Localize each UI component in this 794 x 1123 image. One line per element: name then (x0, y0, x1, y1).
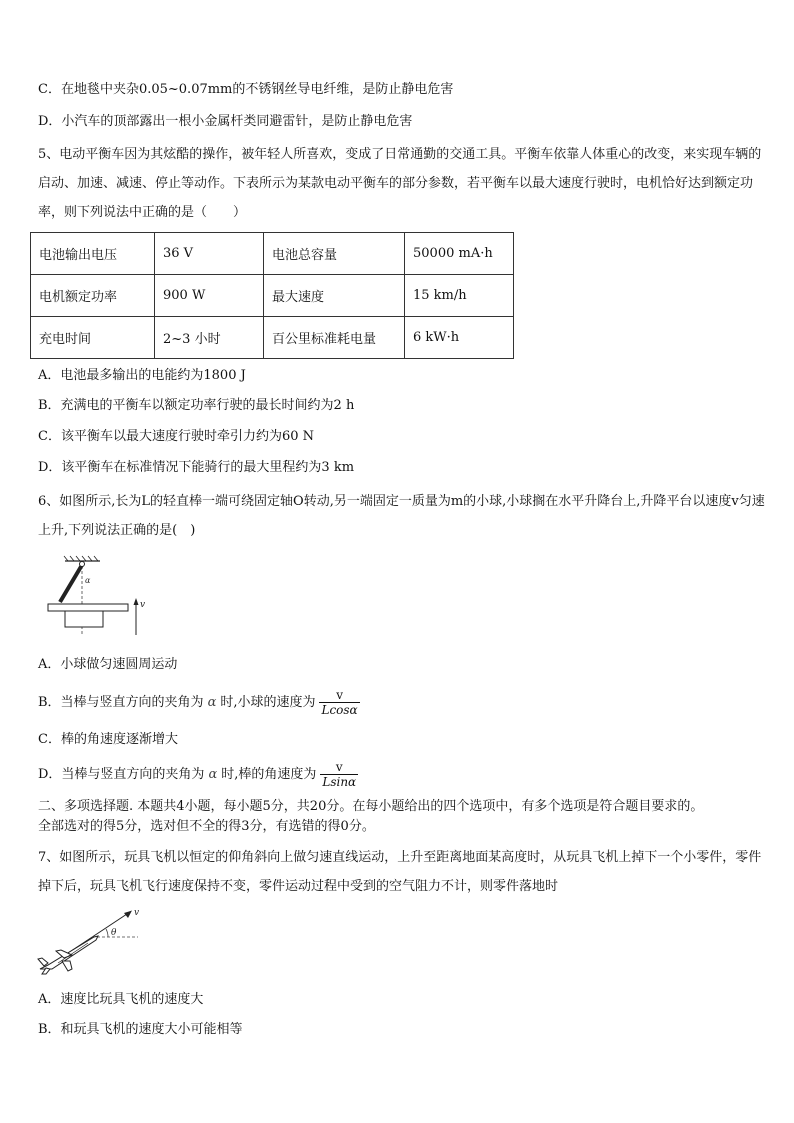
option-d-car-rod: D．小汽车的顶部露出一根小金属杆类同避雷针，是防止静电危害 (38, 114, 413, 129)
velocity-label: v (140, 600, 146, 610)
table-cell: 电机额定功率 (31, 275, 155, 317)
table-cell: 2~3 小时 (155, 317, 264, 359)
rod-platform-figure (40, 555, 160, 637)
question-5-stem: 5、电动平衡车因为其炫酷的操作，被年轻人所喜欢，变成了日常通勤的交通工具。平衡车依靠人体重心的改变，来实现车辆的启动、加速、减速、停止等动作。下表所示为某款电动平衡车的部分参数，若平衡车以最大速度行驶时，电机恰好达到额定功率，则下列说法中正确的是（ ） (38, 147, 762, 220)
pivot-o (80, 562, 85, 567)
option-text: D．当棒与竖直方向的夹角为 (38, 767, 205, 782)
table-cell: 36 V (155, 233, 264, 275)
table-row (31, 275, 514, 317)
table-cell: 6 kW·h (405, 317, 514, 359)
toy-plane-figure (34, 903, 154, 978)
fraction-denominator: Lcosα (321, 702, 358, 717)
q5-option-a: A．电池最多输出的电能约为1800 J (38, 368, 246, 383)
angle-label: θ (111, 928, 117, 938)
table-cell: 百公里标准耗电量 (264, 317, 405, 359)
ceiling-hatch (64, 556, 100, 561)
question-7-stem: 7、如图所示，玩具飞机以恒定的仰角斜向上做匀速直线运动，上升至距离地面某高度时，从玩具飞机上掉下一个小零件，零件掉下后，玩具飞机飞行速度保持不变，零件运动过程中受到的空气阻力不计，则零件落地时 (38, 850, 762, 894)
option-text: B．当棒与竖直方向的夹角为 (38, 695, 204, 710)
alpha-symbol: α (207, 695, 217, 710)
fraction-numerator: v (336, 687, 343, 702)
q7-option-b: B．和玩具飞机的速度大小可能相等 (38, 1022, 243, 1037)
angle-label: α (85, 576, 91, 585)
platform-base (65, 611, 103, 627)
table-row (31, 317, 514, 359)
q7-option-a: A．速度比玩具飞机的速度大 (38, 992, 204, 1007)
table-cell: 15 km/h (405, 275, 514, 317)
q6-option-d (38, 758, 764, 792)
angular-velocity-fraction (320, 760, 358, 790)
section-2-header-line-1: 二、多项选择题. 本题共4小题，每小题5分，共20分。在每小题给出的四个选项中，有多个选项是符合题目要求的。 (38, 799, 704, 814)
question-6-stem: 6、如图所示,长为L的轻直棒一端可绕固定轴O转动,另一端固定一质量为m的小球,小球搁在水平升降台上,升降平台以速度v匀速上升,下列说法正确的是( ) (38, 494, 765, 538)
toy-airplane-icon (38, 936, 98, 974)
table-cell: 最大速度 (264, 275, 405, 317)
option-text: 时,棒的角速度为 (221, 767, 317, 782)
rod (60, 565, 82, 602)
balance-car-parameter-table (30, 232, 514, 359)
table-cell: 充电时间 (31, 317, 155, 359)
q6-option-a: A．小球做匀速圆周运动 (38, 657, 178, 672)
velocity-label: v (134, 908, 140, 918)
option-c-antistatic: C．在地毯中夹杂0.05~0.07mm的不锈钢丝导电纤维，是防止静电危害 (38, 82, 454, 97)
option-text: 时,小球的速度为 (220, 695, 316, 710)
q5-option-c: C．该平衡车以最大速度行驶时牵引力约为60 N (38, 429, 314, 444)
fraction-denominator: Lsinα (322, 774, 357, 789)
fraction-numerator: v (335, 759, 343, 774)
q6-option-b (38, 686, 764, 720)
section-2-header-line-2: 全部选对的得5分，选对但不全的得3分，有选错的得0分。 (38, 819, 375, 834)
alpha-symbol: α (208, 767, 218, 782)
table-row (31, 233, 514, 275)
table-cell: 50000 mA·h (405, 233, 514, 275)
lift-platform (48, 604, 128, 611)
table-cell: 电池输出电压 (31, 233, 155, 275)
velocity-fraction (319, 688, 359, 718)
q5-option-d: D．该平衡车在标准情况下能骑行的最大里程约为3 km (38, 460, 355, 475)
q5-option-b: B．充满电的平衡车以额定功率行驶的最长时间约为2 h (38, 398, 355, 413)
q6-option-c: C．棒的角速度逐渐增大 (38, 732, 178, 747)
table-cell: 电池总容量 (264, 233, 405, 275)
table-cell: 900 W (155, 275, 264, 317)
